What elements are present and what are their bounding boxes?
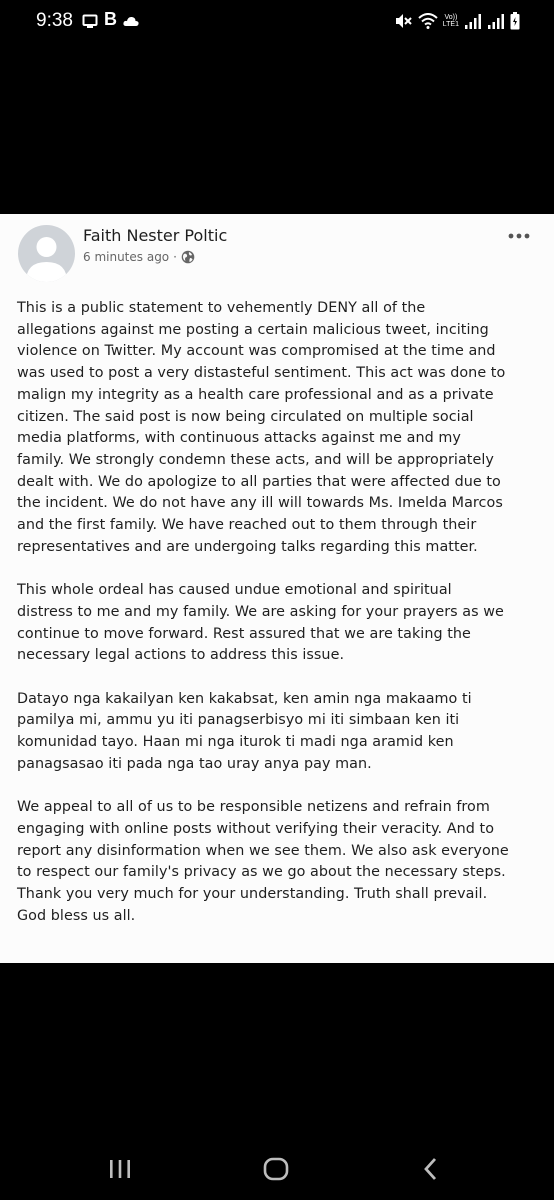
volte-label: Vo)): [444, 14, 458, 21]
post-paragraph: Datayo nga kakailyan ken kakabsat, ken amin nga makaamo ti pamilya mi, ammu yu iti panagserbisyo mi iti simbaan ken iti komunidad tayo. Haan mi nga iturok ti madi nga aramid ken panagsasao iti pada nga tao uray anya pay man.: [17, 690, 472, 772]
post-author-name[interactable]: Faith Nester Poltic: [83, 226, 228, 245]
default-avatar-icon: [18, 225, 75, 282]
post-body: [17, 298, 539, 949]
post-paragraph: We appeal to all of us to be responsible netizens and refrain from engaging with online posts without verifying their veracity. And to report any disinformation when we see them. We also ask everyone to respect our family's privacy as we go about the necessary steps. Thank you very much for your understanding. Truth shall prevail. God bless us all.: [17, 799, 509, 924]
cloud-icon: [123, 16, 139, 27]
status-time: 9:38: [36, 10, 73, 31]
wifi-icon: [418, 13, 438, 29]
post-paragraph: This is a public statement to vehemently DENY all of the allegations against me posting a certain malicious tweet, inciting violence on Twitter. My account was compromised at the time and was used to post a very distasteful sentiment. This act was done to malign my integrity as a health care professional and as a private citizen. The said post is now being circulated on multiple social media platforms, with continuous attacks against me and my family. We strongly condemn these acts, and will be appropriately dealt with. We do apologize to all parties that were affected due to the incident. We do not have any ill will towards Ms. Imelda Marcos and the first family. We have reached out to them through their representatives and are undergoing talks regarding this matter.: [17, 300, 506, 555]
meta-separator: ·: [173, 250, 177, 264]
recent-apps-icon: [108, 1155, 132, 1183]
signal-icon: [487, 13, 505, 29]
carrier-letter: B: [104, 9, 117, 29]
avatar[interactable]: [18, 225, 75, 282]
screen-cast-icon: [82, 14, 98, 29]
recent-apps-button[interactable]: [108, 1155, 132, 1183]
status-left-icons: [82, 9, 139, 30]
more-horizontal-icon: [505, 226, 533, 246]
home-icon: [262, 1155, 290, 1183]
post-meta: [83, 250, 195, 264]
status-right-icons: [395, 12, 520, 30]
globe-icon: [181, 250, 195, 264]
lte-label: LTE1: [442, 21, 459, 28]
status-bar: [0, 0, 554, 44]
back-icon: [420, 1155, 442, 1183]
volte-indicator: [443, 14, 459, 28]
more-options-button[interactable]: [505, 226, 533, 246]
battery-icon: [510, 12, 520, 30]
post-timestamp[interactable]: 6 minutes ago: [83, 250, 170, 264]
post-paragraph: This whole ordeal has caused undue emotional and spiritual distress to me and my family. We are asking for your prayers as we continue to move forward. Rest assured that we are taking the necessary legal actions to address this issue.: [17, 582, 504, 664]
mute-icon: [395, 13, 413, 29]
back-button[interactable]: [420, 1155, 442, 1183]
signal-icon: [464, 13, 482, 29]
home-button[interactable]: [262, 1155, 290, 1183]
